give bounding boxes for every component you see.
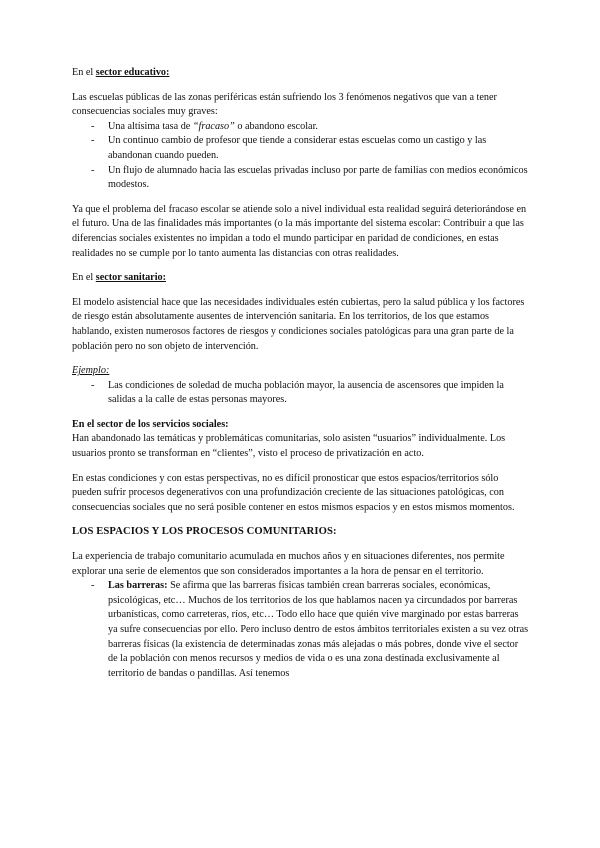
paragraph-educativo-intro: Las escuelas públicas de las zonas periféricas están sufriendo los 3 fenómenos negativos que van a tener consecuencias sociales muy graves: xyxy=(72,91,497,118)
list-item: - Un flujo de alumnado hacia las escuelas privadas incluso por parte de familias con medios económicos modestos. xyxy=(91,164,528,191)
example-label: Ejemplo: xyxy=(72,365,110,377)
list-item xyxy=(72,579,530,681)
item-barreras-label: Las barreras: xyxy=(108,580,168,592)
heading-sector-educativo: En el sector educativo: xyxy=(72,67,170,78)
heading-espacios-procesos: LOS ESPACIOS Y LOS PROCESOS COMUNITARIOS: xyxy=(72,526,337,538)
heading-servicios-sociales: En el sector de los servicios sociales: xyxy=(72,418,229,430)
dash-bullet: - xyxy=(91,379,95,391)
list-item: - Un continuo cambio de profesor que tiende a considerar estas escuelas como un castigo y las abandonan cuando pueden. xyxy=(91,135,487,161)
paragraph-fracaso-escolar: Ya que el problema del fracaso escolar se atiende solo a nivel individual esta realidad seguirá deteriorándose en el futuro. Una de las finalidades más importantes (o la más importante del sistema escolar: Contribuir a que las diferencias sociales existentes no impidan a todo el mundo participar en paridad de condiciones, en estas realidades no se cumple por lo tanto aumenta las distancias con otras realidades. xyxy=(72,203,527,259)
dash-bullet: - xyxy=(91,135,95,147)
heading-sector-educativo-bold: sector educativo: xyxy=(95,67,170,78)
item-barreras-text: Se afirma que las barreras físicas también crean barreras sociales, económicas, psicológicas, etc… Muchos de los territorios de los que hablamos nacen ya circundados por barreras urbanísticas, como carreteras, ríos, etc… Todo ello hace que quién vive marginado por estas barreras ya sufre consecuencias por ello. Pero incluso dentro de estos ámbitos territoriales existen a su vez otras barreras físicas (la existencia de determinadas zonas más alejadas o más pobres, donde vive el sector de la población con menos recursos y medios de vida o es una zona destinada exclusivamente al territorio de bandas o pandillas. Así tenemos xyxy=(108,580,529,679)
dash-bullet: - xyxy=(91,120,95,132)
dash-bullet: - xyxy=(91,164,95,176)
paragraph-pronostico: En estas condiciones y con estas perspectivas, no es difícil pronosticar que estos espacios/territorios sólo pueden sufrir procesos degenerativos con una profundización creciente de las situaciones patológicas, con consecuencias sociales que no será posible contener en estos mismos espacios y en estos mismos momentos. xyxy=(72,472,515,513)
list-item: - Las condiciones de soledad de mucha población mayor, la ausencia de ascensores que impiden la salidas a la calle de estas personas mayores. xyxy=(91,379,504,406)
heading-sector-sanitario-bold: sector sanitario: xyxy=(95,272,167,284)
paragraph-servicios-sociales: Han abandonado las temáticas y problemáticas comunitarias, solo asisten “usuarios” individualmente. Los usuarios pronto se transforman en “clientes”, visto el proceso de privatización en acto. xyxy=(72,433,506,460)
document-page xyxy=(72,66,530,681)
heading-sector-sanitario: En el sector sanitario: xyxy=(72,272,167,284)
list-ejemplo xyxy=(72,379,530,408)
list-item: - Una altísima tasa de “fracaso” o abandono escolar. xyxy=(72,120,530,135)
paragraph-modelo-asistencial: El modelo asistencial hace que las necesidades individuales estén cubiertas, pero la salud pública y los factores de riesgo están absolutamente ausentes de intervención sanitaria. En los territorios, de los que estamos hablando, existen numerosos factores de riesgos y condiciones sociales patológicas para una gran parte de la población pero no son objeto de intervención. xyxy=(72,296,525,352)
paragraph-experiencia: La experiencia de trabajo comunitario acumulada en muchos años y en situaciones diferentes, nos permite explorar una serie de elementos que son considerados importantes a la hora de pensar en el territorio. xyxy=(72,551,505,577)
list-espacios xyxy=(72,579,530,681)
dash-bullet: - xyxy=(91,580,95,592)
list-educativo xyxy=(72,120,530,193)
